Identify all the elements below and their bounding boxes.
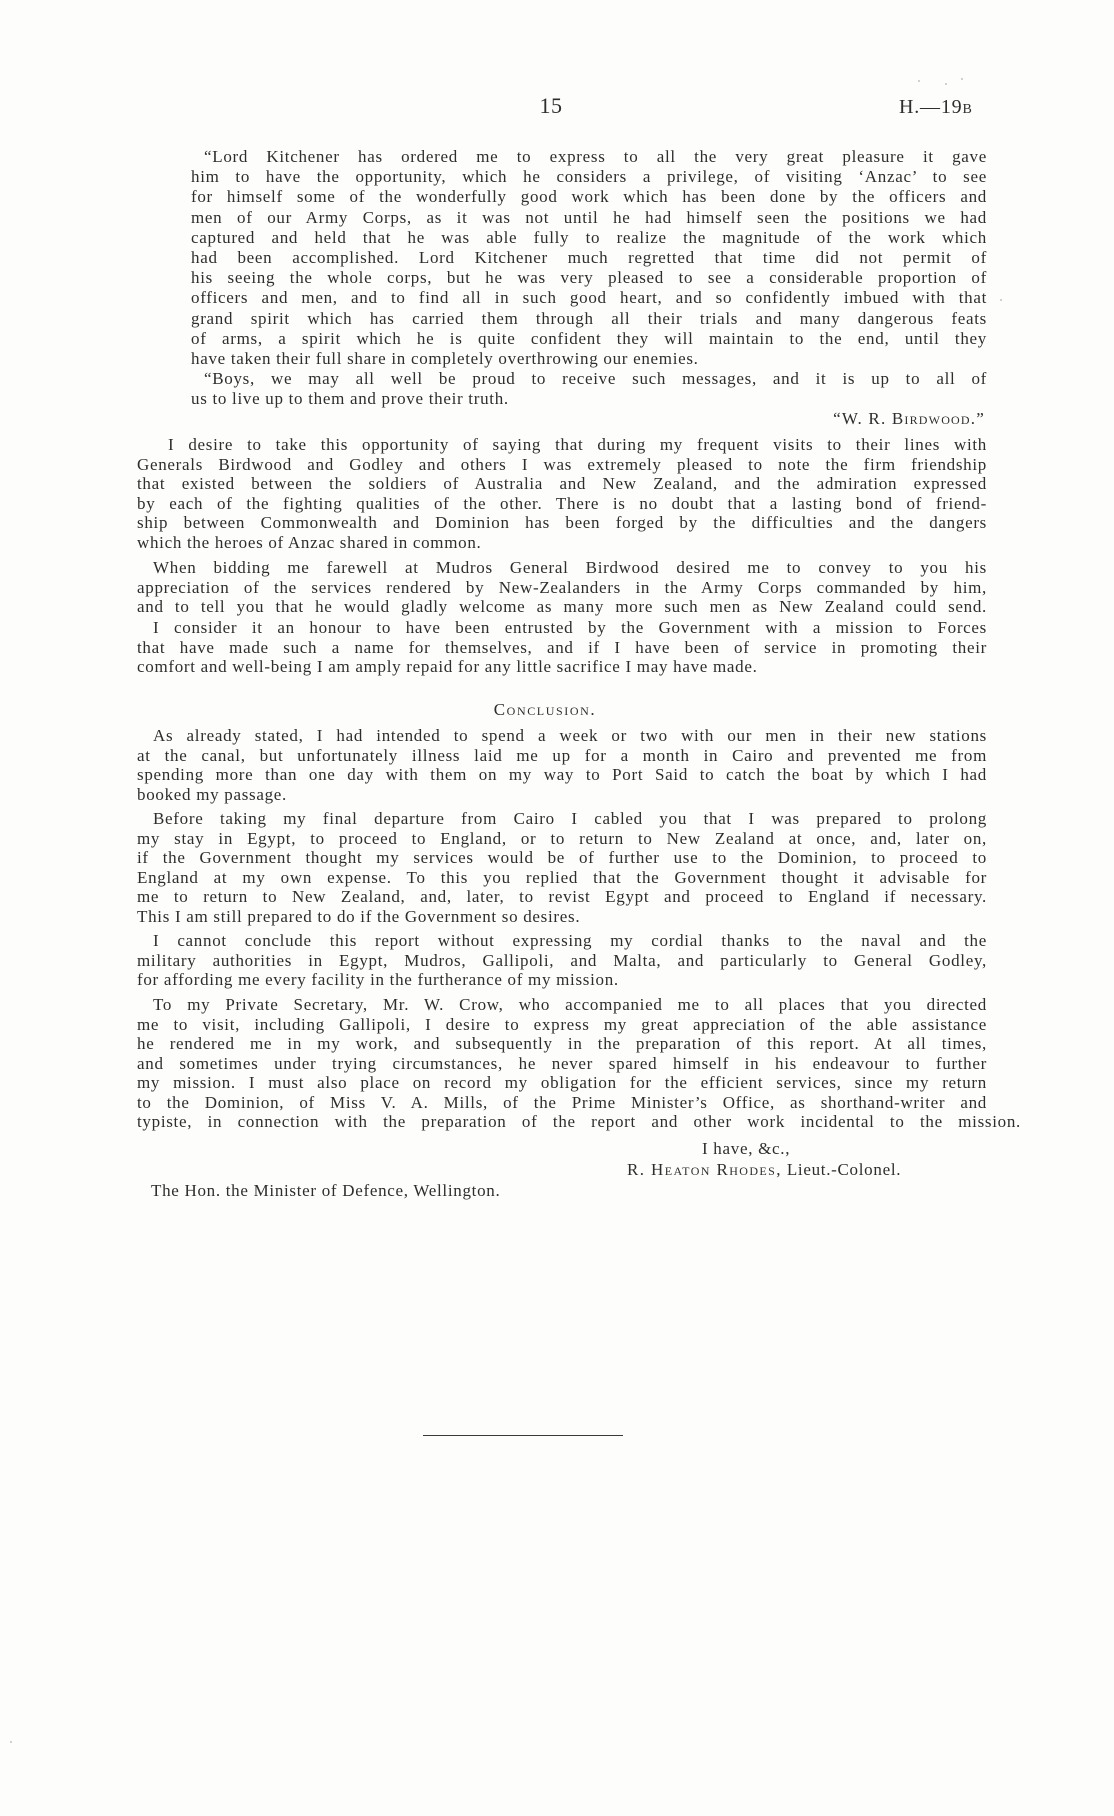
- text-line: men of our Army Corps, as it was not until he had himself seen the positions we had: [191, 207, 987, 227]
- signatory-name: R. Heaton Rhodes,: [627, 1160, 782, 1179]
- text-line: When bidding me farewell at Mudros General Birdwood desired me to convey to you his: [153, 558, 987, 577]
- paragraph: [137, 726, 987, 804]
- text-line: military authorities in Egypt, Mudros, Gallipoli, and Malta, and particularly to General Godley,: [137, 950, 987, 970]
- text-line: have taken their full share in completely overthrowing our enemies.: [191, 348, 699, 368]
- paragraph: [191, 369, 987, 409]
- scan-speck: [918, 80, 920, 82]
- paragraph: [137, 618, 987, 677]
- text-line: us to live up to them and prove their truth.: [191, 389, 509, 409]
- closing-salutation: I have, &c.,: [702, 1139, 791, 1158]
- text-line: appreciation of the services rendered by New-Zealanders in the Army Corps commanded by him,: [137, 577, 987, 597]
- scan-speck: [10, 1741, 12, 1743]
- text-line: spending more than one day with them on my way to Port Said to catch the boat by which I had: [137, 765, 987, 784]
- text-line: my mission. I must also place on record my obligation for the efficient services, since my return: [137, 1073, 987, 1092]
- text-line: “Boys, we may all well be proud to receive such messages, and it is up to all of: [204, 369, 987, 389]
- paragraph: [137, 809, 987, 926]
- text-line: This I am still prepared to do if the Government so desires.: [137, 906, 581, 926]
- text-line: grand spirit which has carried them through all their trials and many dangerous feats: [191, 308, 987, 328]
- text-line: to the Dominion, of Miss V. A. Mills, of the Prime Minister’s Office, as shorthand-writer and: [137, 1092, 987, 1112]
- text-line: ship between Commonwealth and Dominion has been forged by the difficulties and the dangers: [137, 513, 987, 532]
- text-line: him to have the opportunity, which he considers a privilege, of visiting ‘Anzac’ to see: [191, 167, 987, 187]
- paragraph: [137, 435, 987, 552]
- text-line: of arms, a spirit which he is quite confident they will maintain to the end, until they: [191, 328, 987, 348]
- text-line: I desire to take this opportunity of saying that during my frequent visits to their lines with: [168, 435, 987, 454]
- text-line: and to tell you that he would gladly welcome as many more such men as New Zealand could send.: [137, 597, 987, 616]
- text-line: To my Private Secretary, Mr. W. Crow, who accompanied me to all places that you directed: [153, 995, 987, 1014]
- text-line: for himself some of the wonderfully good work which has been done by the officers and: [191, 187, 987, 207]
- text-line: typiste, in connection with the preparation of the report and other work incidental to the mission.: [137, 1112, 1021, 1131]
- text-line: at the canal, but unfortunately illness laid me up for a month in Cairo and prevented me from: [137, 745, 987, 765]
- section-heading: Conclusion.: [493, 700, 597, 719]
- scan-speck: [1000, 299, 1002, 301]
- text-line: which the heroes of Anzac shared in common.: [137, 532, 482, 552]
- text-line: and sometimes under trying circumstances, he never spared himself in his endeavour to further: [137, 1053, 987, 1073]
- text-line: me to visit, including Gallipoli, I desire to express my great appreciation of the able assistance: [137, 1014, 987, 1034]
- paragraph: [137, 931, 987, 990]
- text-line: officers and men, and to find all in such good heart, and so confidently imbued with that: [191, 288, 987, 308]
- text-line: Before taking my final departure from Cairo I cabled you that I was prepared to prolong: [153, 809, 987, 828]
- closing-rule: [423, 1435, 623, 1436]
- page-number: 15: [539, 93, 563, 118]
- document-reference: [899, 95, 972, 122]
- text-line: Generals Birdwood and Godley and others I was extremely pleased to note the firm friendship: [137, 454, 987, 474]
- text-line: had been accomplished. Lord Kitchener much regretted that time did not permit of: [191, 247, 987, 267]
- quoted-letter: [191, 147, 987, 430]
- closing-signature: [627, 1160, 901, 1180]
- text-line: captured and held that he was able fully to realize the magnitude of the work which: [191, 227, 987, 247]
- text-line: “Lord Kitchener has ordered me to express to all the very great pleasure it gave: [204, 147, 987, 166]
- text-line: that have made such a name for themselves, and if I have been of service in promoting their: [137, 637, 987, 657]
- text-line: by each of the fighting qualities of the other. There is no doubt that a lasting bond of friend-: [137, 493, 987, 513]
- text-line: for affording me every facility in the furtherance of my mission.: [137, 970, 619, 989]
- paragraph: [137, 558, 987, 617]
- text-line: that existed between the soldiers of Australia and New Zealand, and the admiration expressed: [137, 474, 987, 493]
- reference-suffix: B: [962, 102, 973, 117]
- text-line: if the Government thought my services would be of further use to the Dominion, to proceed to: [137, 848, 987, 867]
- text-line: I cannot conclude this report without expressing my cordial thanks to the naval and the: [153, 931, 987, 950]
- text-line: I consider it an honour to have been entrusted by the Government with a mission to Forces: [153, 618, 987, 637]
- scan-speck: [961, 78, 963, 80]
- addressee: The Hon. the Minister of Defence, Wellington.: [151, 1181, 501, 1200]
- text-line: booked my passage.: [137, 784, 287, 804]
- text-line: England at my own expense. To this you replied that the Government thought it advisable for: [137, 867, 987, 887]
- scan-speck: [945, 83, 947, 85]
- reference-main: H.—19: [899, 96, 963, 118]
- text-line: As already stated, I had intended to spend a week or two with our men in their new stations: [153, 726, 987, 745]
- text-line: comfort and well-being I am amply repaid for any little sacrifice I may have made.: [137, 657, 758, 676]
- paragraph: [137, 995, 1021, 1132]
- text-line: he rendered me in my work, and subsequently in the preparation of this report. At all times,: [137, 1034, 987, 1053]
- quote-signature: “W. R. Birdwood.”: [833, 409, 985, 429]
- text-line: his seeing the whole corps, but he was very pleased to see a considerable proportion of: [191, 268, 987, 288]
- text-line: my stay in Egypt, to proceed to England, or to return to New Zealand at once, and, later on,: [137, 828, 987, 848]
- text-line: me to return to New Zealand, and, later, to revist Egypt and proceed to England if necessary.: [137, 887, 987, 906]
- signatory-rank: Lieut.-Colonel.: [786, 1160, 902, 1179]
- paragraph: [191, 147, 987, 369]
